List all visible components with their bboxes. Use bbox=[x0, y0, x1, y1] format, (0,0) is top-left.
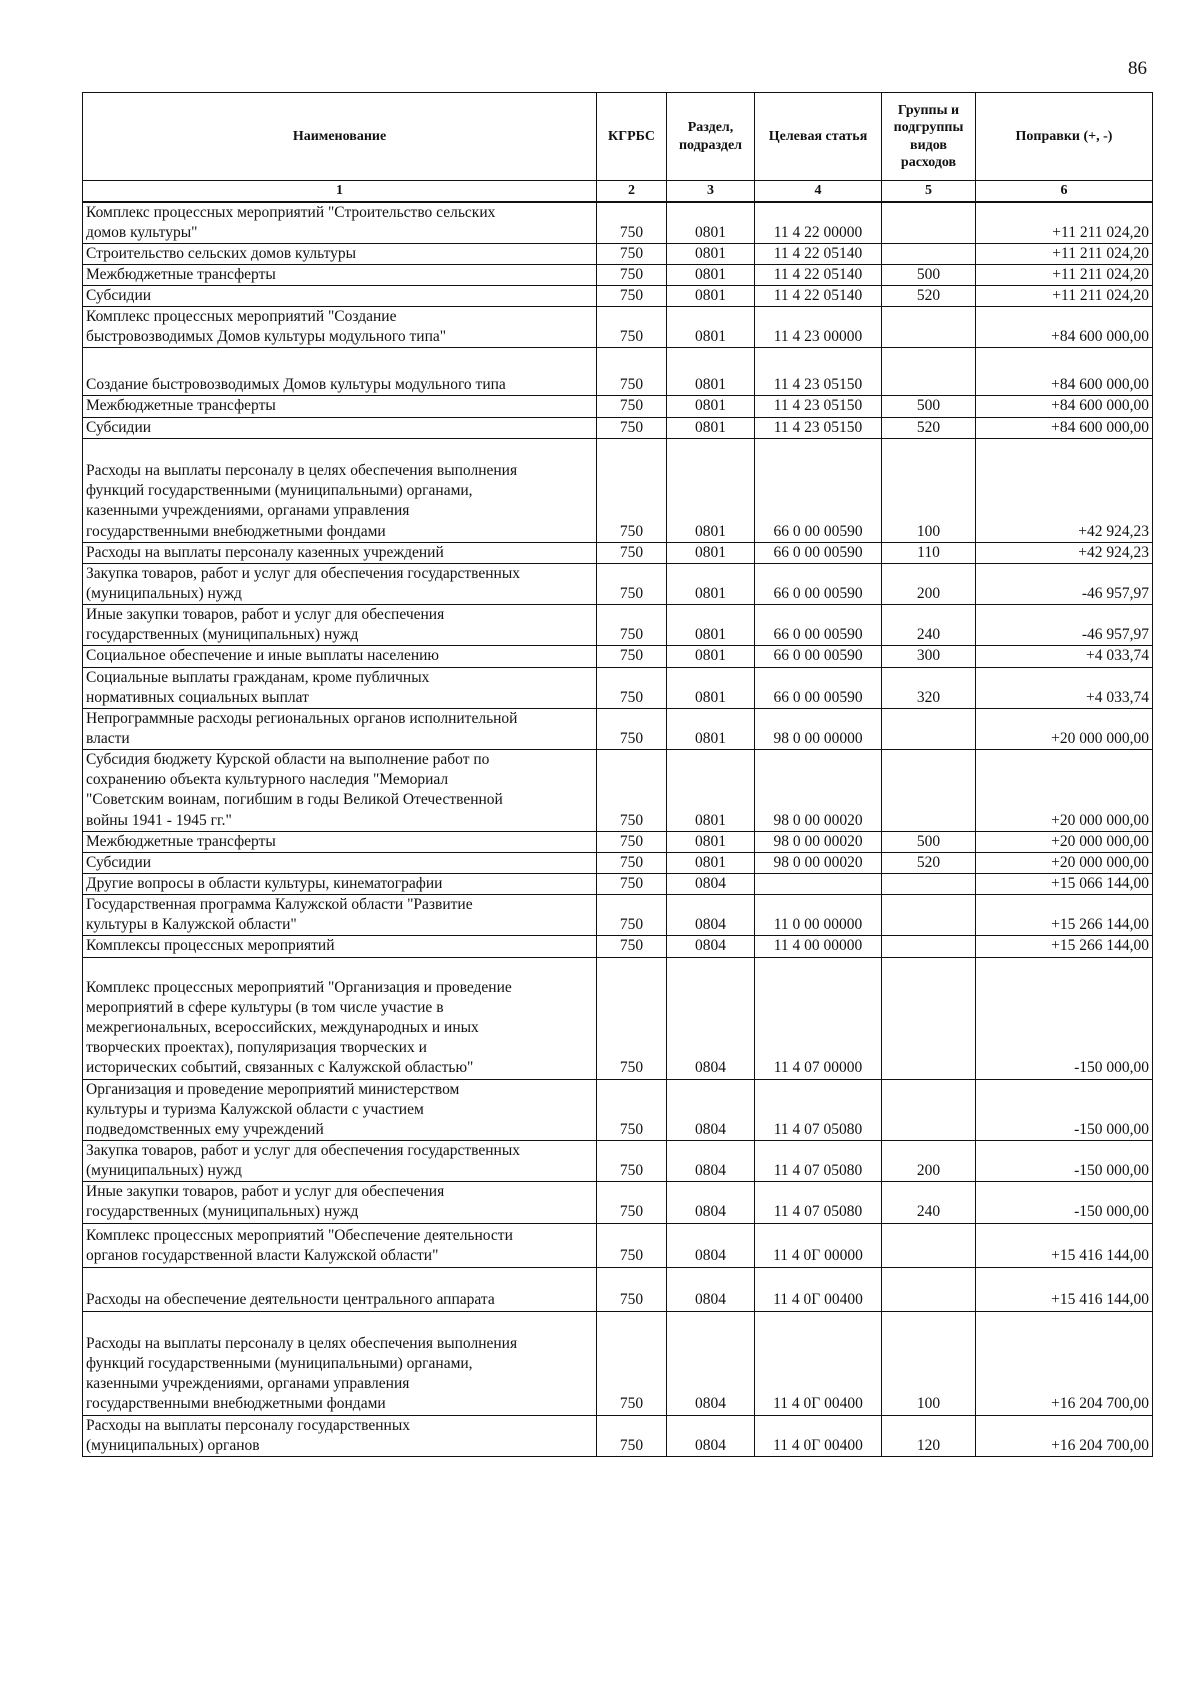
row-section: 0804 bbox=[667, 1311, 755, 1415]
row-name: Субсидия бюджету Курской области на выполнение работ по сохранению объекта культурного наследия "Мемориал "Советским воинам, погибшим в годы Великой Отечественной войны 1941 - 1945 гг." bbox=[83, 750, 597, 832]
row-amendment-amount: +42 924,23 bbox=[976, 542, 1153, 563]
row-name: Комплекс процессных мероприятий "Создание быстровозводимых Домов культуры модульного типа" bbox=[83, 307, 597, 348]
row-name: Комплекс процессных мероприятий "Организация и проведение мероприятий в сфере культуры (в том числе участие в межрегиональных, всероссийских, международных и иных творческих проектах), популяризация творческих и исторических событий, связанных с Калужской областью" bbox=[83, 957, 597, 1079]
row-section: 0804 bbox=[667, 936, 755, 957]
row-target-article: 66 0 00 00590 bbox=[755, 667, 882, 708]
row-section: 0801 bbox=[667, 831, 755, 852]
column-number: 6 bbox=[976, 181, 1153, 202]
table-row bbox=[83, 874, 1153, 895]
row-expense-group: 320 bbox=[882, 667, 976, 708]
table-row bbox=[83, 1267, 1153, 1311]
row-amendment-amount: +20 000 000,00 bbox=[976, 708, 1153, 749]
row-section: 0804 bbox=[667, 1182, 755, 1223]
row-target-article: 11 4 0Г 00400 bbox=[755, 1311, 882, 1415]
row-expense-group bbox=[882, 895, 976, 936]
row-target-article: 66 0 00 00590 bbox=[755, 646, 882, 667]
row-section: 0804 bbox=[667, 1141, 755, 1182]
row-kgrbs: 750 bbox=[597, 396, 667, 417]
table-row bbox=[83, 417, 1153, 438]
row-amendment-amount: +84 600 000,00 bbox=[976, 348, 1153, 396]
table-row bbox=[83, 542, 1153, 563]
row-section: 0801 bbox=[667, 307, 755, 348]
table-row bbox=[83, 1311, 1153, 1415]
row-kgrbs: 750 bbox=[597, 895, 667, 936]
row-section: 0801 bbox=[667, 563, 755, 604]
row-amendment-amount: +15 416 144,00 bbox=[976, 1267, 1153, 1311]
row-name: Расходы на выплаты персоналу в целях обеспечения выполнения функций государственными (муниципальными) органами, казенными учреждениями, органами управления государственными внебюджетными фондами bbox=[83, 438, 597, 542]
table-row bbox=[83, 1415, 1153, 1456]
row-kgrbs: 750 bbox=[597, 667, 667, 708]
row-target-article: 11 4 0Г 00400 bbox=[755, 1415, 882, 1456]
row-expense-group bbox=[882, 243, 976, 264]
row-name: Расходы на выплаты персоналу государственных (муниципальных) органов bbox=[83, 1415, 597, 1456]
row-name: Комплекс процессных мероприятий "Строительство сельских домов культуры" bbox=[83, 202, 597, 244]
row-kgrbs: 750 bbox=[597, 1223, 667, 1267]
table-row bbox=[83, 264, 1153, 285]
row-expense-group: 110 bbox=[882, 542, 976, 563]
row-expense-group: 100 bbox=[882, 1311, 976, 1415]
header-amendments: Поправки (+, -) bbox=[976, 93, 1153, 181]
row-amendment-amount: +42 924,23 bbox=[976, 438, 1153, 542]
table-row bbox=[83, 202, 1153, 244]
header-section: Раздел, подраздел bbox=[667, 93, 755, 181]
row-section: 0801 bbox=[667, 605, 755, 646]
header-name: Наименование bbox=[83, 93, 597, 181]
row-kgrbs: 750 bbox=[597, 264, 667, 285]
row-amendment-amount: +16 204 700,00 bbox=[976, 1311, 1153, 1415]
table-row bbox=[83, 286, 1153, 307]
row-kgrbs: 750 bbox=[597, 1415, 667, 1456]
header-target-article: Целевая статья bbox=[755, 93, 882, 181]
row-expense-group: 520 bbox=[882, 286, 976, 307]
row-section: 0804 bbox=[667, 1079, 755, 1140]
row-amendment-amount: +11 211 024,20 bbox=[976, 286, 1153, 307]
table-row bbox=[83, 895, 1153, 936]
row-amendment-amount: -150 000,00 bbox=[976, 957, 1153, 1079]
row-amendment-amount: +4 033,74 bbox=[976, 667, 1153, 708]
row-section: 0801 bbox=[667, 243, 755, 264]
row-name: Расходы на выплаты персоналу в целях обеспечения выполнения функций государственными (муниципальными) органами, казенными учреждениями, органами управления государственными внебюджетными фондами bbox=[83, 1311, 597, 1415]
row-name: Расходы на обеспечение деятельности центрального аппарата bbox=[83, 1267, 597, 1311]
row-target-article: 66 0 00 00590 bbox=[755, 542, 882, 563]
table-row bbox=[83, 307, 1153, 348]
row-kgrbs: 750 bbox=[597, 563, 667, 604]
row-section: 0804 bbox=[667, 1223, 755, 1267]
row-name: Закупка товаров, работ и услуг для обеспечения государственных (муниципальных) нужд bbox=[83, 1141, 597, 1182]
table-row bbox=[83, 396, 1153, 417]
row-target-article: 98 0 00 00020 bbox=[755, 831, 882, 852]
row-kgrbs: 750 bbox=[597, 542, 667, 563]
row-section: 0804 bbox=[667, 957, 755, 1079]
row-name: Создание быстровозводимых Домов культуры модульного типа bbox=[83, 348, 597, 396]
row-target-article: 66 0 00 00590 bbox=[755, 605, 882, 646]
row-target-article: 66 0 00 00590 bbox=[755, 438, 882, 542]
row-kgrbs: 750 bbox=[597, 605, 667, 646]
row-kgrbs: 750 bbox=[597, 286, 667, 307]
row-target-article: 11 4 22 05140 bbox=[755, 243, 882, 264]
row-section: 0804 bbox=[667, 874, 755, 895]
row-target-article: 11 4 00 00000 bbox=[755, 936, 882, 957]
row-kgrbs: 750 bbox=[597, 936, 667, 957]
row-target-article: 11 4 07 00000 bbox=[755, 957, 882, 1079]
row-name: Социальное обеспечение и иные выплаты населению bbox=[83, 646, 597, 667]
row-target-article: 11 4 07 05080 bbox=[755, 1182, 882, 1223]
row-expense-group: 240 bbox=[882, 1182, 976, 1223]
table-row bbox=[83, 646, 1153, 667]
row-target-article: 11 4 07 05080 bbox=[755, 1141, 882, 1182]
row-name: Субсидии bbox=[83, 286, 597, 307]
row-expense-group bbox=[882, 348, 976, 396]
row-target-article: 11 4 0Г 00000 bbox=[755, 1223, 882, 1267]
row-name: Расходы на выплаты персоналу казенных учреждений bbox=[83, 542, 597, 563]
header-expense-groups: Группы и подгруппы видов расходов bbox=[882, 93, 976, 181]
table-row bbox=[83, 1141, 1153, 1182]
row-target-article: 11 4 23 05150 bbox=[755, 417, 882, 438]
row-expense-group bbox=[882, 1079, 976, 1140]
row-target-article: 66 0 00 00590 bbox=[755, 563, 882, 604]
table-row bbox=[83, 667, 1153, 708]
row-target-article: 11 4 07 05080 bbox=[755, 1079, 882, 1140]
row-section: 0801 bbox=[667, 202, 755, 244]
row-kgrbs: 750 bbox=[597, 874, 667, 895]
row-section: 0801 bbox=[667, 750, 755, 832]
row-section: 0801 bbox=[667, 852, 755, 873]
row-kgrbs: 750 bbox=[597, 1141, 667, 1182]
row-expense-group: 120 bbox=[882, 1415, 976, 1456]
row-expense-group bbox=[882, 1223, 976, 1267]
row-target-article: 11 4 23 00000 bbox=[755, 307, 882, 348]
table-header-row bbox=[83, 93, 1153, 181]
row-name: Межбюджетные трансферты bbox=[83, 264, 597, 285]
row-section: 0804 bbox=[667, 895, 755, 936]
row-kgrbs: 750 bbox=[597, 348, 667, 396]
row-section: 0801 bbox=[667, 286, 755, 307]
page-number: 86 bbox=[1128, 58, 1147, 79]
row-section: 0804 bbox=[667, 1267, 755, 1311]
row-target-article bbox=[755, 874, 882, 895]
row-expense-group: 240 bbox=[882, 605, 976, 646]
row-name: Государственная программа Калужской области "Развитие культуры в Калужской области" bbox=[83, 895, 597, 936]
row-amendment-amount: +20 000 000,00 bbox=[976, 831, 1153, 852]
row-expense-group bbox=[882, 307, 976, 348]
row-target-article: 98 0 00 00020 bbox=[755, 852, 882, 873]
row-amendment-amount: +15 416 144,00 bbox=[976, 1223, 1153, 1267]
row-name: Непрограммные расходы региональных органов исполнительной власти bbox=[83, 708, 597, 749]
row-name: Закупка товаров, работ и услуг для обеспечения государственных (муниципальных) нужд bbox=[83, 563, 597, 604]
table-row bbox=[83, 852, 1153, 873]
table-row bbox=[83, 1182, 1153, 1223]
row-amendment-amount: +84 600 000,00 bbox=[976, 417, 1153, 438]
row-amendment-amount: +20 000 000,00 bbox=[976, 852, 1153, 873]
table-body bbox=[83, 202, 1153, 1457]
row-section: 0801 bbox=[667, 348, 755, 396]
row-section: 0801 bbox=[667, 646, 755, 667]
row-section: 0801 bbox=[667, 542, 755, 563]
row-amendment-amount: +15 066 144,00 bbox=[976, 874, 1153, 895]
row-kgrbs: 750 bbox=[597, 1267, 667, 1311]
row-name: Межбюджетные трансферты bbox=[83, 831, 597, 852]
row-target-article: 11 4 22 00000 bbox=[755, 202, 882, 244]
table-row bbox=[83, 936, 1153, 957]
row-target-article: 11 4 22 05140 bbox=[755, 264, 882, 285]
row-kgrbs: 750 bbox=[597, 852, 667, 873]
row-expense-group: 500 bbox=[882, 264, 976, 285]
row-expense-group: 520 bbox=[882, 417, 976, 438]
row-expense-group bbox=[882, 957, 976, 1079]
row-amendment-amount: +84 600 000,00 bbox=[976, 396, 1153, 417]
table-row bbox=[83, 563, 1153, 604]
row-section: 0801 bbox=[667, 417, 755, 438]
table-row bbox=[83, 750, 1153, 832]
row-name: Комплекс процессных мероприятий "Обеспечение деятельности органов государственной власти Калужской области" bbox=[83, 1223, 597, 1267]
row-section: 0801 bbox=[667, 396, 755, 417]
column-number-row bbox=[83, 181, 1153, 202]
row-expense-group: 200 bbox=[882, 563, 976, 604]
row-name: Организация и проведение мероприятий министерством культуры и туризма Калужской области с участием подведомственных ему учреждений bbox=[83, 1079, 597, 1140]
row-amendment-amount: -150 000,00 bbox=[976, 1141, 1153, 1182]
row-amendment-amount: -46 957,97 bbox=[976, 563, 1153, 604]
column-number: 4 bbox=[755, 181, 882, 202]
row-target-article: 11 4 0Г 00400 bbox=[755, 1267, 882, 1311]
row-kgrbs: 750 bbox=[597, 1079, 667, 1140]
row-expense-group bbox=[882, 936, 976, 957]
column-number: 3 bbox=[667, 181, 755, 202]
row-name: Строительство сельских домов культуры bbox=[83, 243, 597, 264]
row-amendment-amount: +11 211 024,20 bbox=[976, 243, 1153, 264]
row-expense-group bbox=[882, 1267, 976, 1311]
row-section: 0801 bbox=[667, 264, 755, 285]
row-expense-group bbox=[882, 874, 976, 895]
row-target-article: 11 4 22 05140 bbox=[755, 286, 882, 307]
row-expense-group bbox=[882, 202, 976, 244]
row-amendment-amount: +11 211 024,20 bbox=[976, 264, 1153, 285]
row-name: Иные закупки товаров, работ и услуг для обеспечения государственных (муниципальных) нужд bbox=[83, 605, 597, 646]
row-expense-group: 100 bbox=[882, 438, 976, 542]
row-kgrbs: 750 bbox=[597, 417, 667, 438]
row-amendment-amount: +15 266 144,00 bbox=[976, 895, 1153, 936]
table-row bbox=[83, 957, 1153, 1079]
row-expense-group: 500 bbox=[882, 831, 976, 852]
row-kgrbs: 750 bbox=[597, 1311, 667, 1415]
row-target-article: 11 4 23 05150 bbox=[755, 396, 882, 417]
row-name: Социальные выплаты гражданам, кроме публичных нормативных социальных выплат bbox=[83, 667, 597, 708]
table-row bbox=[83, 1223, 1153, 1267]
row-kgrbs: 750 bbox=[597, 750, 667, 832]
row-expense-group: 200 bbox=[882, 1141, 976, 1182]
row-expense-group: 500 bbox=[882, 396, 976, 417]
row-amendment-amount: +20 000 000,00 bbox=[976, 750, 1153, 832]
table-row bbox=[83, 708, 1153, 749]
row-kgrbs: 750 bbox=[597, 307, 667, 348]
row-name: Субсидии bbox=[83, 852, 597, 873]
row-target-article: 98 0 00 00020 bbox=[755, 750, 882, 832]
row-target-article: 11 4 23 05150 bbox=[755, 348, 882, 396]
column-number: 2 bbox=[597, 181, 667, 202]
row-expense-group: 520 bbox=[882, 852, 976, 873]
table-row bbox=[83, 831, 1153, 852]
row-amendment-amount: +15 266 144,00 bbox=[976, 936, 1153, 957]
row-kgrbs: 750 bbox=[597, 957, 667, 1079]
row-amendment-amount: +16 204 700,00 bbox=[976, 1415, 1153, 1456]
row-amendment-amount: -150 000,00 bbox=[976, 1079, 1153, 1140]
row-kgrbs: 750 bbox=[597, 708, 667, 749]
row-target-article: 98 0 00 00000 bbox=[755, 708, 882, 749]
row-kgrbs: 750 bbox=[597, 243, 667, 264]
row-kgrbs: 750 bbox=[597, 831, 667, 852]
row-name: Комплексы процессных мероприятий bbox=[83, 936, 597, 957]
row-expense-group bbox=[882, 708, 976, 749]
row-target-article: 11 0 00 00000 bbox=[755, 895, 882, 936]
row-name: Иные закупки товаров, работ и услуг для обеспечения государственных (муниципальных) нужд bbox=[83, 1182, 597, 1223]
row-section: 0801 bbox=[667, 667, 755, 708]
budget-amendments-table bbox=[82, 92, 1153, 1457]
table-row bbox=[83, 605, 1153, 646]
row-kgrbs: 750 bbox=[597, 438, 667, 542]
column-number: 1 bbox=[83, 181, 597, 202]
row-expense-group: 300 bbox=[882, 646, 976, 667]
table-row bbox=[83, 243, 1153, 264]
row-amendment-amount: -150 000,00 bbox=[976, 1182, 1153, 1223]
row-name: Субсидии bbox=[83, 417, 597, 438]
header-kgrbs: КГРБС bbox=[597, 93, 667, 181]
row-amendment-amount: +4 033,74 bbox=[976, 646, 1153, 667]
table-row bbox=[83, 438, 1153, 542]
row-name: Межбюджетные трансферты bbox=[83, 396, 597, 417]
row-section: 0801 bbox=[667, 438, 755, 542]
table-row bbox=[83, 348, 1153, 396]
row-kgrbs: 750 bbox=[597, 646, 667, 667]
column-number: 5 bbox=[882, 181, 976, 202]
row-kgrbs: 750 bbox=[597, 202, 667, 244]
row-amendment-amount: +84 600 000,00 bbox=[976, 307, 1153, 348]
row-expense-group bbox=[882, 750, 976, 832]
row-name: Другие вопросы в области культуры, кинематографии bbox=[83, 874, 597, 895]
row-section: 0801 bbox=[667, 708, 755, 749]
row-section: 0804 bbox=[667, 1415, 755, 1456]
row-kgrbs: 750 bbox=[597, 1182, 667, 1223]
table-row bbox=[83, 1079, 1153, 1140]
row-amendment-amount: +11 211 024,20 bbox=[976, 202, 1153, 244]
row-amendment-amount: -46 957,97 bbox=[976, 605, 1153, 646]
